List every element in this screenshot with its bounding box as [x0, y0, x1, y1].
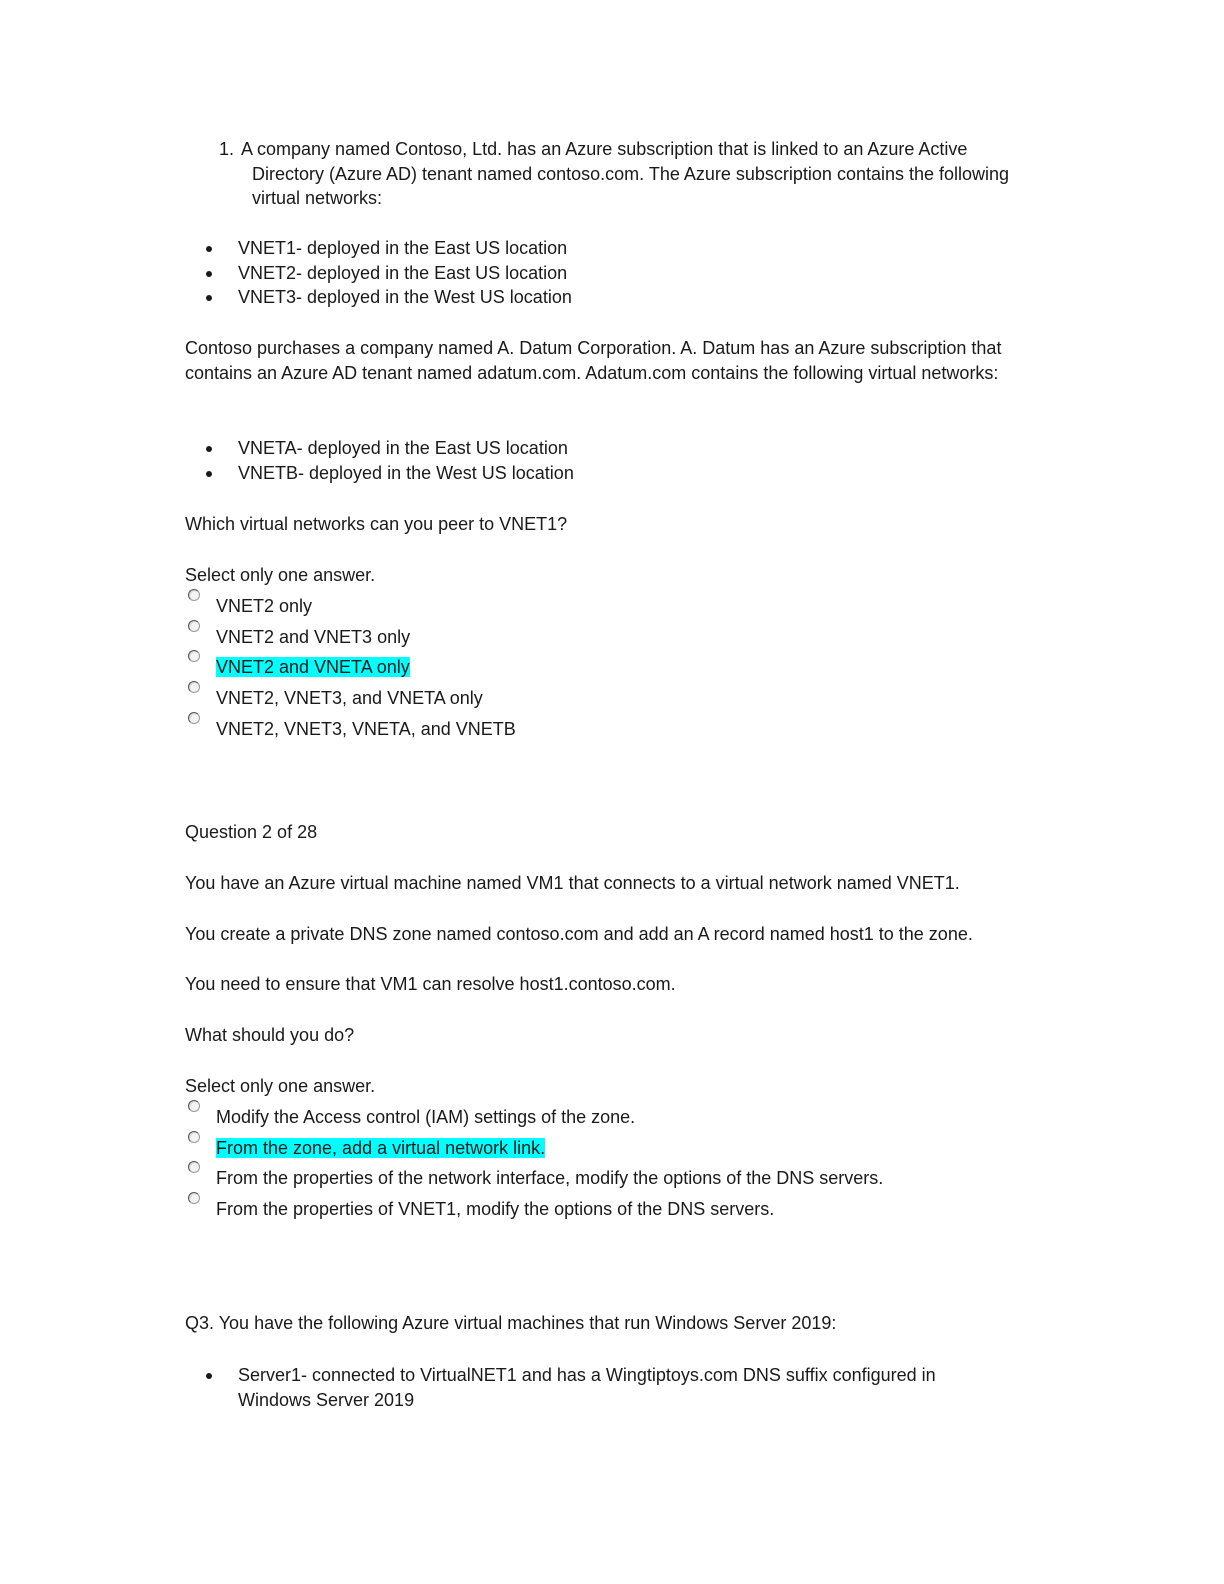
option-label: VNET2, VNET3, and VNETA only: [216, 688, 483, 709]
q2-line-3: You need to ensure that VM1 can resolve host1.contoso.com.: [185, 974, 676, 994]
q1-prompt-text: A company named Contoso, Ltd. has an Azure subscription that is linked to an Azure Active Directory (Azure AD) tenant named contoso.com. The Azure subscription contains the following virtual networks:: [241, 139, 1010, 208]
list-item: Server1- connected to VirtualNET1 and has a Wingtiptoys.com DNS suffix configured in Windows Server 2019: [200, 1363, 990, 1412]
list-item: VNETB- deployed in the West US location: [200, 461, 1040, 486]
option-label-highlighted: From the zone, add a virtual network link.: [216, 1137, 546, 1158]
bullet-icon: [206, 246, 212, 252]
radio-icon[interactable]: [188, 1100, 200, 1112]
list-item: VNET3- deployed in the West US location: [200, 285, 1040, 310]
q1-acquisition-text: Contoso purchases a company named A. Datum Corporation. A. Datum has an Azure subscription that contains an Azure AD tenant named adatum.com. Adatum.com contains the following virtual networks:: [185, 338, 1002, 383]
radio-icon[interactable]: [188, 1161, 200, 1173]
q3-server-list: [200, 1363, 990, 1412]
bullet-icon: [206, 1373, 212, 1379]
option-label: From the properties of VNET1, modify the options of the DNS servers.: [216, 1199, 775, 1220]
radio-icon[interactable]: [188, 712, 200, 724]
option-label: From the properties of the network interface, modify the options of the DNS servers.: [216, 1168, 884, 1189]
q1-option[interactable]: [185, 588, 1030, 619]
q1-option[interactable]: [185, 619, 1030, 650]
q2-question: What should you do?: [185, 1025, 355, 1045]
q1-option-highlighted[interactable]: [185, 649, 1030, 680]
radio-icon[interactable]: [188, 589, 200, 601]
list-item: VNET2- deployed in the East US location: [200, 261, 1040, 286]
radio-icon[interactable]: [188, 1192, 200, 1204]
bullet-icon: [206, 271, 212, 277]
q2-line-1: You have an Azure virtual machine named VM1 that connects to a virtual network named VNET1.: [185, 873, 960, 893]
option-label: VNET2, VNET3, VNETA, and VNETB: [216, 718, 516, 739]
q1-instruction: Select only one answer.: [185, 565, 376, 585]
option-label: VNET2 only: [216, 596, 313, 616]
adatum-vnet-list: [200, 436, 1040, 485]
q2-answer-options: [185, 1099, 1030, 1222]
q3-intro: Q3. You have the following Azure virtual machines that run Windows Server 2019:: [185, 1313, 837, 1333]
q2-option[interactable]: [185, 1191, 1030, 1222]
contoso-vnet-list: [200, 236, 1040, 310]
option-label-highlighted: VNET2 and VNETA only: [216, 657, 410, 678]
q1-prompt: [219, 137, 1019, 211]
q2-option-highlighted[interactable]: [185, 1130, 1030, 1161]
list-item: VNET1- deployed in the East US location: [200, 236, 1040, 261]
q1-number: 1.: [219, 139, 235, 159]
q2-instruction: Select only one answer.: [185, 1076, 376, 1096]
list-item: VNETA- deployed in the East US location: [200, 436, 1040, 461]
q2-header: Question 2 of 28: [185, 822, 318, 842]
q2-option[interactable]: [185, 1099, 1030, 1130]
q2-line-2: You create a private DNS zone named contoso.com and add an A record named host1 to the zone.: [185, 924, 973, 944]
radio-icon[interactable]: [188, 681, 200, 693]
bullet-icon: [206, 295, 212, 301]
q1-option[interactable]: [185, 680, 1030, 711]
radio-icon[interactable]: [188, 620, 200, 632]
q1-answer-options: [185, 588, 1030, 741]
option-label: VNET2 and VNET3 only: [216, 626, 411, 647]
q1-question: Which virtual networks can you peer to VNET1?: [185, 514, 568, 534]
bullet-icon: [206, 471, 212, 477]
bullet-icon: [206, 446, 212, 452]
option-label: Modify the Access control (IAM) settings of the zone.: [216, 1107, 636, 1127]
radio-icon[interactable]: [188, 650, 200, 662]
q2-option[interactable]: [185, 1160, 1030, 1191]
radio-icon[interactable]: [188, 1131, 200, 1143]
q1-option[interactable]: [185, 711, 1030, 742]
